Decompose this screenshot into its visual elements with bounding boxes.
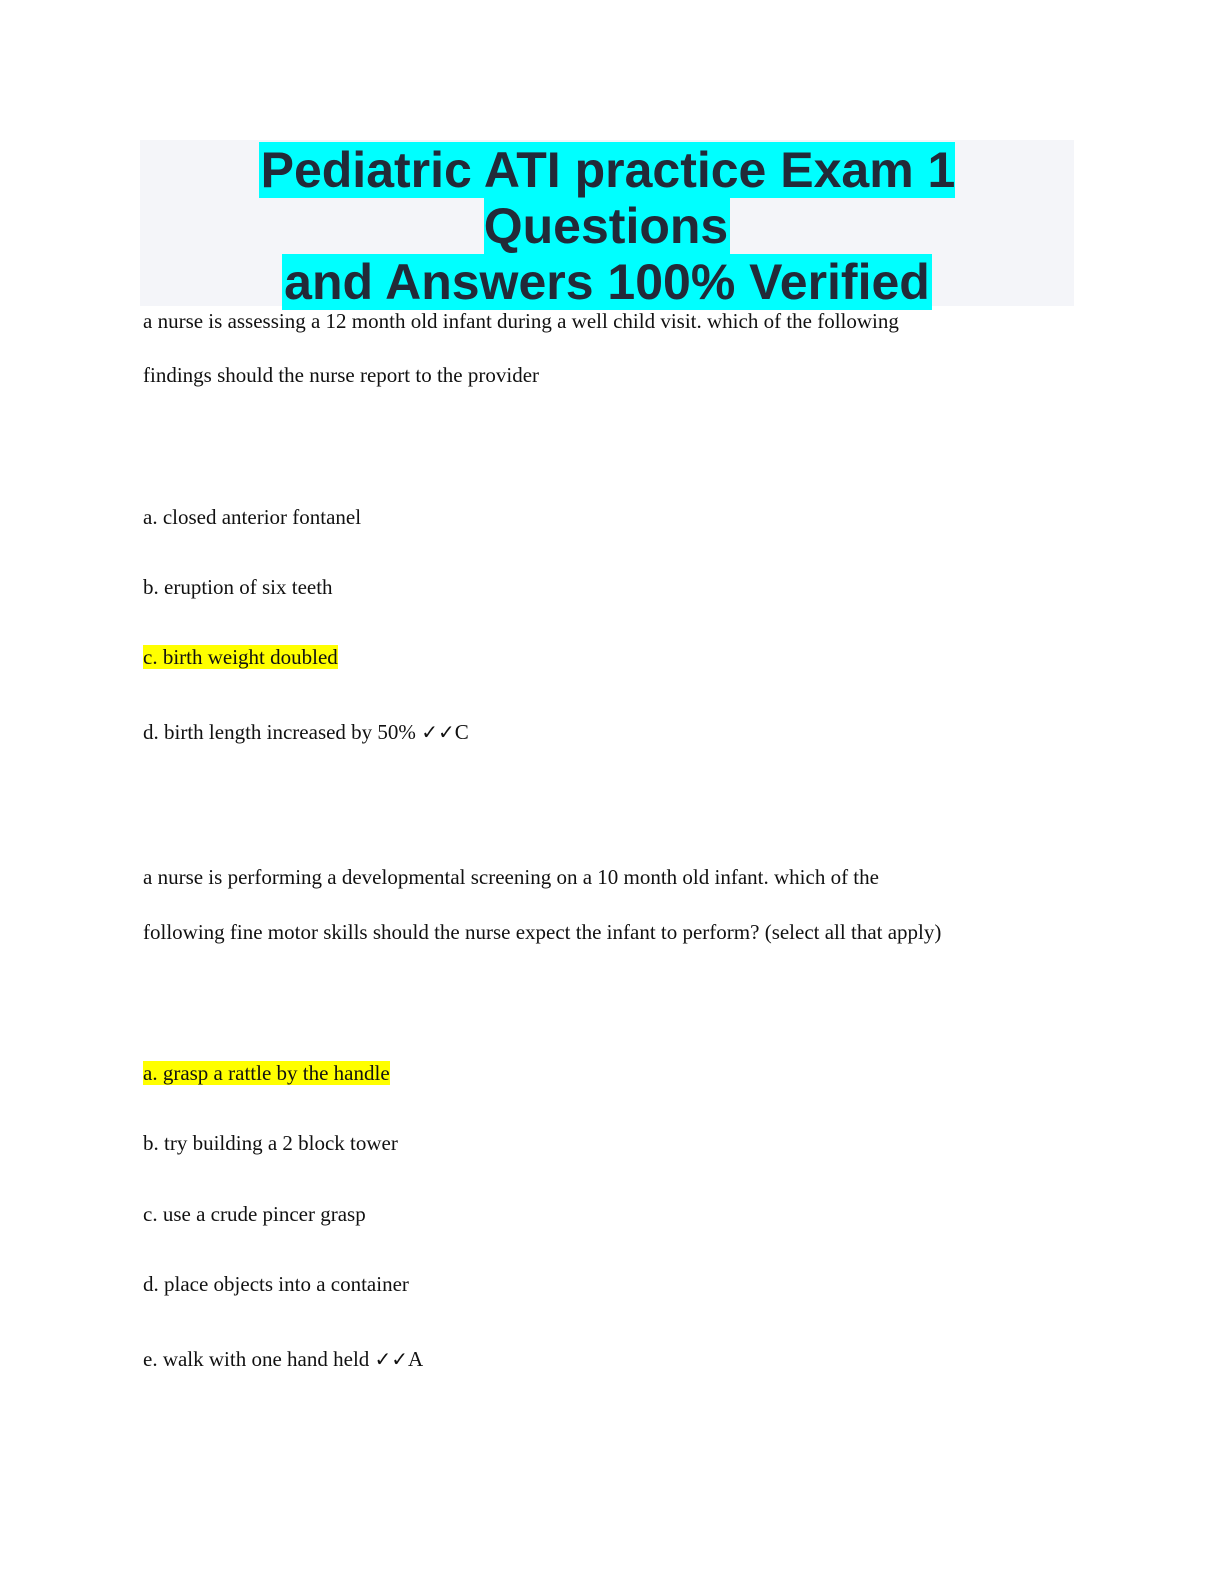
question-2-option-e — [143, 1345, 423, 1373]
question-2-stem-line-2: following fine motor skills should the nurse expect the infant to perform? (select all that apply) — [143, 920, 942, 944]
question-1-option-c-highlighted: c. birth weight doubled — [143, 645, 338, 669]
check-icon: ✓✓ — [421, 720, 455, 744]
question-1-option-b: b. eruption of six teeth — [143, 575, 333, 599]
question-2-option-e-text: e. walk with one hand held — [143, 1347, 370, 1371]
title-text-1: Pediatric ATI practice Exam 1 Questions — [260, 142, 956, 254]
check-icon: ✓✓ — [374, 1347, 409, 1371]
question-1-option-d-text: d. birth length increased by 50% — [143, 720, 416, 744]
question-2-option-c: c. use a crude pincer grasp — [143, 1202, 366, 1226]
question-1-option-a: a. closed anterior fontanel — [143, 505, 362, 529]
question-2-option-a — [143, 1059, 390, 1087]
question-2-option-b: b. try building a 2 block tower — [143, 1131, 398, 1155]
title-block — [140, 140, 1074, 310]
question-2-option-d: d. place objects into a container — [143, 1272, 409, 1296]
question-2-option-a-highlighted: a. grasp a rattle by the handle — [143, 1061, 390, 1085]
title-text-2: and Answers 100% Verified — [284, 254, 930, 310]
question-1-stem-line-1: a nurse is assessing a 12 month old infant during a well child visit. which of the following — [143, 309, 899, 333]
question-1-answer: C — [454, 720, 469, 744]
title-line-1 — [140, 142, 1074, 254]
question-1-stem-line-2: findings should the nurse report to the provider — [143, 363, 540, 387]
question-2-answer: A — [408, 1347, 424, 1371]
question-1-option-d — [143, 718, 469, 746]
title-line-2 — [140, 254, 1074, 310]
question-2-stem-line-1: a nurse is performing a developmental screening on a 10 month old infant. which of the — [143, 865, 879, 889]
question-1-option-c — [143, 643, 338, 671]
